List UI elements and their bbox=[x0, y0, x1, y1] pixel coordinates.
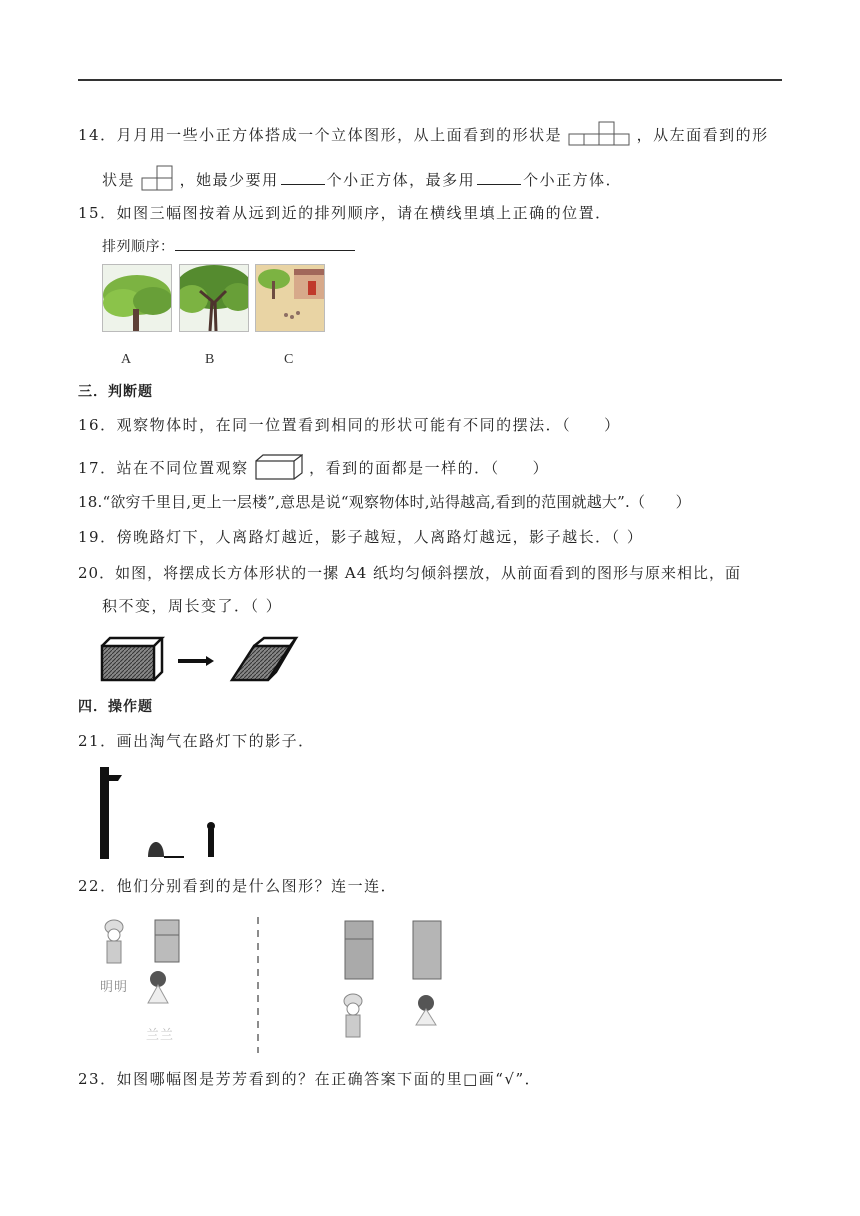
left-view-squares-figure bbox=[141, 163, 173, 191]
question-23: 23．如图哪幅图是芳芳看到的？在正确答案下面的里□画“√”． bbox=[78, 1070, 542, 1088]
answer-paren-17[interactable]: （ ） bbox=[490, 459, 550, 477]
streetlight-scene-icon bbox=[98, 765, 228, 861]
yard-scene-icon bbox=[256, 265, 324, 331]
label-a: A bbox=[121, 352, 132, 367]
question-21: 21．画出淘气在路灯下的影子． bbox=[78, 732, 315, 750]
tree-far-icon bbox=[103, 265, 171, 331]
tree-image-a bbox=[102, 264, 172, 332]
answer-paren-18[interactable]: （ ） bbox=[629, 493, 691, 511]
tree-image-c bbox=[255, 264, 325, 332]
name-label-lanlan: 兰兰 bbox=[146, 1028, 175, 1043]
answer-blank-min[interactable] bbox=[281, 170, 325, 185]
name-label-mingming: 明明 bbox=[100, 980, 129, 995]
question-20-line2: 积不变，周长变了．（ ） bbox=[102, 597, 283, 615]
question-14-line2: 状是 ，她最少要用 个小正方体，最多用 个小正方体． bbox=[102, 163, 622, 191]
answer-paren-16[interactable]: （ ） bbox=[562, 416, 621, 434]
answer-paren-20[interactable]: （ ） bbox=[250, 597, 283, 615]
question-20-line1: 20．如图，将摆成长方体形状的一摞 A4 纸均匀倾斜摆放，从前面看到的图形与原来相比，面 bbox=[78, 564, 742, 582]
answer-blank-max[interactable] bbox=[477, 170, 521, 185]
paper-stack-icon bbox=[100, 634, 300, 684]
question-22: 22．他们分别看到的是什么图形？连一连． bbox=[78, 877, 398, 895]
order-answer-blank[interactable] bbox=[175, 236, 355, 251]
streetlight-figure bbox=[98, 765, 228, 865]
section-3-heading: 三．判断题 bbox=[78, 384, 153, 400]
question-15-text: 15．如图三幅图按着从远到近的排列顺序，请在横线里填上正确的位置． bbox=[78, 204, 612, 222]
label-c: C bbox=[284, 352, 294, 367]
tree-image-b bbox=[179, 264, 249, 332]
top-view-squares-figure bbox=[568, 118, 630, 146]
question-18: 18.“欲穷千里目,更上一层楼”,意思是说“观察物体时,站得越高,看到的范围就越大”.（ ） bbox=[78, 493, 691, 511]
answer-paren-19[interactable]: （ ） bbox=[611, 528, 644, 546]
question-14-line1: 14．月月用一些小正方体搭成一个立体图形，从上面看到的形状是 ，从左面看到的形 bbox=[78, 118, 769, 146]
order-line: 排列顺序： bbox=[102, 236, 355, 257]
paper-stack-figure bbox=[100, 634, 300, 688]
question-19: 19．傍晚路灯下，人离路灯越近，影子越短，人离路灯越远，影子越长．（ ） bbox=[78, 528, 644, 546]
question-17: 17．站在不同位置观察 ，看到的面都是一样的．（ ） bbox=[78, 454, 549, 480]
tree-near-icon bbox=[180, 265, 248, 331]
question-16: 16．观察物体时，在同一位置看到相同的形状可能有不同的摆法．（ ） bbox=[78, 416, 621, 434]
label-b: B bbox=[205, 352, 215, 367]
cuboid-figure bbox=[255, 454, 303, 480]
header-rule bbox=[78, 79, 782, 81]
section-4-heading: 四．操作题 bbox=[78, 699, 153, 715]
